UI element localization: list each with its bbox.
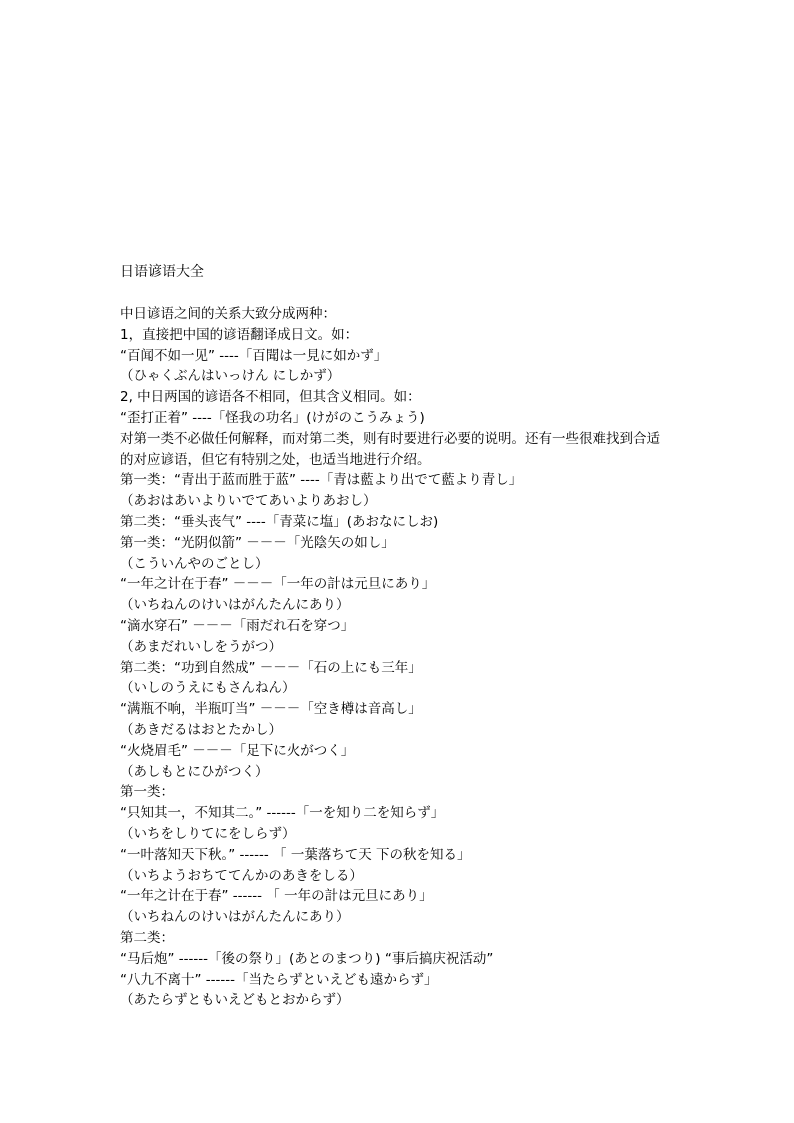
document-title: 日语谚语大全	[120, 264, 204, 280]
text-line: “马后炮” ------「後の祭り」(あとのまつり) “事后搞庆祝活动”	[120, 950, 494, 967]
text-line: 第二类：	[120, 929, 174, 946]
text-line: （こういんやのごとし）	[120, 555, 269, 572]
text-line: （あきだるはおとたかし）	[120, 721, 282, 738]
text-line: 的对应谚语，但它有特别之处，也适当地进行介绍。	[120, 451, 431, 468]
text-line: “火烧眉毛” －－－「足下に火がつく」	[120, 742, 355, 759]
text-line: “八九不离十” ------「当たらずといえども遠からず」	[120, 971, 438, 988]
text-line: 第一类：	[120, 784, 174, 801]
text-line: （あおはあいよりいでてあいよりあおし）	[120, 493, 377, 510]
text-line: 1，直接把中国的谚语翻译成日文。如：	[120, 326, 359, 343]
text-line: （いちねんのけいはがんたんにあり）	[120, 909, 350, 926]
text-line: （いちねんのけいはがんたんにあり）	[120, 597, 350, 614]
text-line: 第一类：“光阴似箭” －－－「光陰矢の如し」	[120, 534, 395, 551]
text-line: （あたらずともいえどもとおからず）	[120, 992, 350, 1009]
text-line: 2, 中日两国的谚语各不相同，但其含义相同。如：	[120, 389, 421, 406]
text-line: “一年之计在于春” －－－「一年の計は元旦にあり」	[120, 576, 436, 593]
text-line: “一年之计在于春” ------ 「 一年の計は元旦にあり」	[120, 888, 433, 905]
text-line: “满瓶不响，半瓶叮当” －－－「空き樽は音高し」	[120, 701, 422, 718]
text-line: （ひゃくぶんはいっけん にしかず）	[120, 368, 341, 385]
document-body	[120, 304, 680, 1011]
text-line: 中日谚语之间的关系大致分成两种：	[120, 306, 336, 322]
text-line: （あまだれいしをうがつ）	[120, 638, 282, 655]
text-line: “滴水穿石” －－－「雨だれ石を穿つ」	[120, 617, 355, 634]
text-line: （あしもとにひがつく）	[120, 763, 269, 780]
text-line: （いしのうえにもさんねん）	[120, 680, 296, 697]
text-line: 第一类：“青出于蓝而胜于蓝” ----「青は藍より出でて藍より青し」	[120, 472, 523, 489]
text-line: “只知其一，不知其二。” ------「一を知り二を知らず」	[120, 805, 445, 822]
text-line: 第二类：“垂头丧气” ----「青菜に塩」(あおなにしお)	[120, 513, 439, 530]
text-line: “一叶落知天下秋。” ------ 「 一葉落ちて天 下の秋を知る」	[120, 846, 471, 863]
text-line: 对第一类不必做任何解释，而对第二类，则有时要进行必要的说明。还有一些很难找到合适	[120, 430, 660, 447]
text-line: （いちようおちててんかのあきをしる）	[120, 867, 363, 884]
text-line: 第二类：“功到自然成” －－－「石の上にも三年」	[120, 659, 422, 676]
text-line: （いちをしりてにをしらず）	[120, 825, 296, 842]
text-line: “百闻不如一见” ----「百聞は一見に如かず」	[120, 347, 388, 364]
text-line: “歪打正着” ----「怪我の功名」(けがのこうみょう)	[120, 409, 425, 426]
